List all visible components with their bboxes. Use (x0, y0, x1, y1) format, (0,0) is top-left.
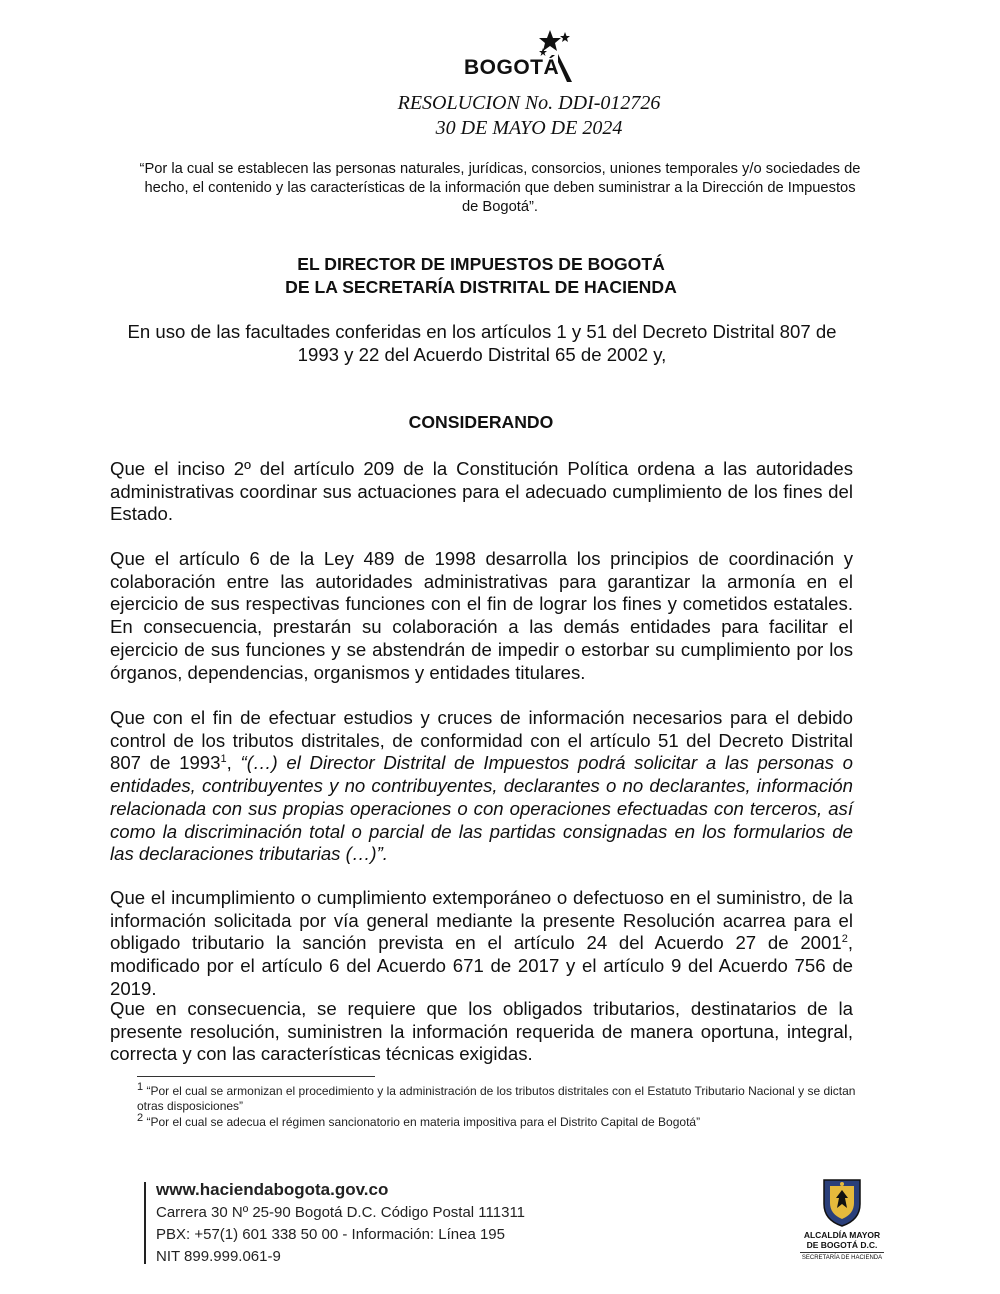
footnote-ref-2: 2 (841, 933, 848, 946)
considerando-paragraph-3 (110, 707, 853, 866)
resolution-preamble: “Por la cual se establecen las personas naturales, jurídicas, consorcios, uniones temporales y/o sociedades de hecho, el contenido y las características de la información que deben suministrar a la Dirección de Impuestos de Bogotá”. (139, 161, 861, 215)
footer-website-link[interactable]: www.haciendabogota.gov.co (156, 1180, 389, 1199)
paragraph-4-text: Que el incumplimiento o cumplimiento extemporáneo o defectuoso en el suministro, de la información solicitada por vía general mediante la presente Resolución acarrea para el obligado tributario la sanción prevista en el artículo 24 del Acuerdo 27 de 2001 (110, 887, 853, 954)
footnote-1-text: “Por el cual se armonizan el procedimiento y la administración de los tributos distritales con el Estatuto Tributario Nacional y se dictan otras disposiciones” (137, 1084, 856, 1113)
faculties-paragraph: En uso de las facultades conferidas en los artículos 1 y 51 del Decreto Distrital 807 de 1993 y 22 del Acuerdo Distrital 65 de 2002 y, (127, 321, 837, 365)
seal-subtitle: SECRETARÍA DE HACIENDA (800, 1252, 884, 1262)
paragraph-3-comma: , (226, 752, 241, 774)
authority-title-line1: EL DIRECTOR DE IMPUESTOS DE BOGOTÁ (297, 254, 665, 274)
footer-divider (144, 1182, 146, 1264)
alcaldia-seal (800, 1176, 884, 1266)
considerando-paragraph-1: Que el inciso 2º del artículo 209 de la Constitución Política ordena a las autoridades administrativas coordinar sus actuaciones para el adecuado cumplimiento de los fines del Estado. (110, 458, 853, 525)
considerando-heading: CONSIDERANDO (408, 412, 554, 432)
resolution-date: 30 DE MAYO DE 2024 (435, 117, 623, 139)
logo-wordmark: BOGOTÁ (464, 56, 560, 79)
footnote-2 (137, 1112, 861, 1130)
paragraph-4-tail: , modificado por el artículo 6 del Acuerdo 671 de 2017 y el artículo 9 del Acuerdo 756 de 2019. (110, 932, 853, 999)
seal-line-2: DE BOGOTÁ D.C. (806, 1240, 878, 1250)
seal-line-1: ALCALDÍA MAYOR (803, 1230, 881, 1240)
bogota-logo (464, 26, 576, 86)
footer-phone: PBX: +57(1) 601 338 50 00 - Información: Línea 195 (156, 1226, 505, 1243)
footer-nit: NIT 899.999.061-9 (156, 1248, 281, 1265)
paragraph-3-text: Que con el fin de efectuar estudios y cruces de información necesarios para el debido control de los tributos distritales, de conformidad con el artículo 51 del Decreto Distrital 807 de 1993 (110, 707, 853, 774)
authority-title-line2: DE LA SECRETARÍA DISTRITAL DE HACIENDA (285, 277, 677, 297)
footer-address: Carrera 30 Nº 25-90 Bogotá D.C. Código Postal 111311 (156, 1204, 526, 1221)
considerando-paragraph-5: Que en consecuencia, se requiere que los obligados tributarios, destinatarios de la presente resolución, suministren la información requerida de manera oportuna, integral, correcta y con las características técnicas exigidas. (110, 998, 853, 1065)
footnote-2-number: 2 (137, 1112, 144, 1124)
footnote-1-number: 1 (137, 1081, 144, 1093)
resolution-number: RESOLUCION No. DDI-012726 (397, 92, 661, 114)
footnote-1 (137, 1081, 861, 1113)
decree-quote: “(…) el Director Distrital de Impuestos podrá solicitar a las personas o entidades, contribuyentes y no contribuyentes, declarantes o no declarantes, información relacionada con sus propias operaciones o con operaciones efectuadas con terceros, así como la discriminación total o parcial de las partidas consignadas en los formularios de las declaraciones tributarias (…)”. (110, 752, 853, 865)
coat-of-arms-icon (818, 1176, 866, 1228)
footnote-divider (137, 1076, 375, 1077)
footnote-ref-1: 1 (220, 753, 227, 766)
footnote-2-text: “Por el cual se adecua el régimen sancionatorio en materia impositiva para el Distrito Capital de Bogotá” (143, 1115, 701, 1129)
considerando-paragraph-4 (110, 887, 853, 1001)
seal-title (800, 1230, 884, 1250)
considerando-paragraph-2: Que el artículo 6 de la Ley 489 de 1998 desarrolla los principios de coordinación y colaboración entre las autoridades administrativas para garantizar la armonía en el ejercicio de sus respectivas funciones con el fin de lograr los fines y cometidos estatales. En consecuencia, prestarán su colaboración a las demás entidades para facilitar el ejercicio de sus funciones y se abstendrán de impedir o estorbar su cumplimiento por los órganos, dependencias, organismos y entidades titulares. (110, 548, 853, 683)
